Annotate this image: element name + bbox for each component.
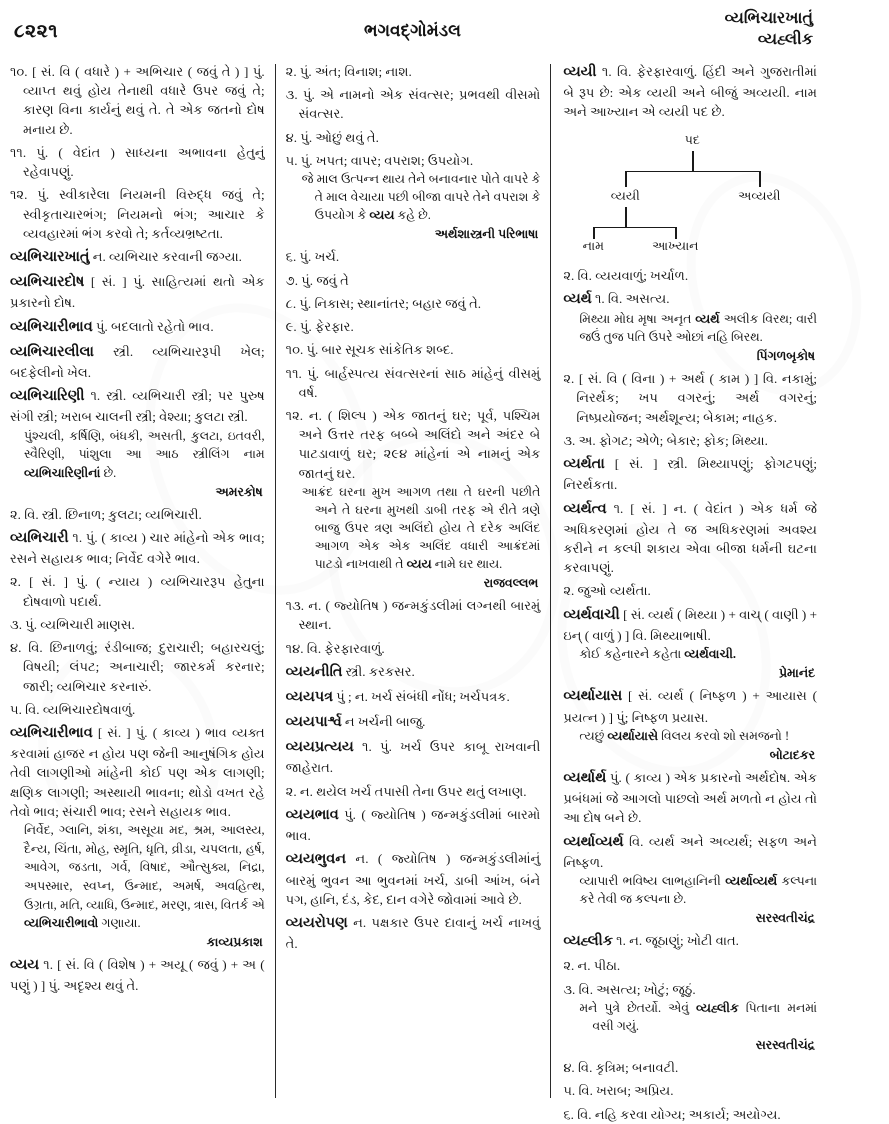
entry-definition: ૧. પું. ખર્ચ ઉપર કાબૂ રાખવાની જાહેરાત.	[285, 739, 541, 776]
entry-headword: વ્યયભાવ	[285, 806, 339, 823]
entry-definition: ૪. વિ. કૃત્રિમ; બનાવટી.	[563, 1060, 679, 1076]
quotation-source: સરસ્વતીચંદ્ર	[755, 1037, 815, 1052]
vyayi-classification-tree	[563, 131, 817, 259]
sense-block	[563, 431, 817, 450]
entry-definition: ૨. [ સં. વિ ( વિના ) + અર્થ ( કામ ) ] વિ. નકામું; નિરર્થક; ખપ વગરનું; અર્થ વગરનું; નિષ્પ્રયોજન; અર્થશૂન્ય; બેકામ; નાહક.	[563, 371, 817, 425]
entry-definition: પું. ( કાવ્ય ) એક પ્રકારનો અર્થદોષ. એક પ્રબંધમાં જે આગલો પાછલો અર્થ મળતો ન હોય તો આ દોષ બને છે.	[563, 769, 817, 826]
entry-headword: વ્યર્થાયાસ	[563, 688, 623, 705]
entry-headword: વ્યયપત્ર	[285, 688, 333, 705]
dictionary-entry	[10, 342, 265, 382]
entry-definition: સ્ત્રી. કરકસર.	[342, 663, 415, 679]
dictionary-entry	[286, 849, 541, 909]
entry-definition: ૧. [ સં. વિ ( વિશેષ ) + અયૂ ( જવું ) + અ ( પણું ) ] પું. અદૃશ્ય થવું તે.	[10, 957, 265, 994]
tree-node-vyayi: વ્યયી	[610, 188, 640, 203]
tree-edge-root-stem	[692, 151, 694, 171]
column-three	[551, 62, 817, 1122]
tree-node-root: પદ	[684, 132, 700, 147]
entry-definition: ૨. ન. થયેલ ખર્ચ તપાસી તેના ઉપર થતું લખાણ.	[285, 783, 527, 799]
book-title: ભગવદ્ગોમંડલ	[364, 21, 461, 40]
tree-edge-level2-left	[625, 171, 627, 187]
sense-block	[563, 581, 817, 600]
dictionary-entry	[286, 737, 541, 777]
entry-definition: ૧૪. વિ. ફેરફારવાળું.	[285, 640, 385, 656]
entry-definition: ૧. સ્ત્રી. વ્યભિચારી સ્ત્રી; પર પુરુષ સંગી સ્ત્રી; ખરાબ ચાલની સ્ત્રી; વેશ્યા; કુલટા સ્ત્રી.	[10, 388, 265, 425]
entry-definition: ૧. વિ. અસત્ય.	[591, 290, 670, 306]
sense-block	[286, 62, 541, 81]
illustrative-quotation: જે માલ ઉત્પન્ન થાય તેને બનાવનાર પોતે વાપરે કે તે માલ વેચાયા પછી બીજા વાપરે તેને વપરાશ કે ઉપયોગ કે વ્યય કહે છે.	[301, 172, 541, 223]
entry-headword: વ્યર્થવાચી	[563, 606, 620, 623]
entry-definition: ૬. વિ. નહિ કરવા યોગ્ય; અકાર્ય; અયોગ્ય.	[563, 1106, 781, 1122]
entry-definition: ૨. પું. અંત; વિનાશ; નાશ.	[285, 64, 412, 79]
dictionary-entry	[286, 687, 541, 708]
entry-headword: વ્યભિચારીભાવ	[10, 725, 93, 742]
sense-block	[286, 364, 541, 402]
guide-words	[725, 8, 813, 50]
dictionary-entry	[10, 528, 265, 568]
sense-block	[10, 505, 265, 524]
sense-block	[10, 62, 265, 139]
dictionary-entry	[563, 931, 817, 952]
sense-block	[563, 980, 817, 1054]
tree-edge-level2-right	[759, 171, 761, 187]
illustrative-quotation: મને પુત્રે છેતર્યો. એવું વ્યહ્લીક પિતાના મનમાં વસી ગયું.	[579, 1000, 817, 1033]
quotation-source: પ્રેમાનંદ	[779, 666, 815, 681]
entry-headword: વ્યહ્લીક	[563, 933, 613, 950]
entry-definition: સ્ત્રી. વ્યભિચારરૂપી ખેલ; બદફેલીનો ખેલ.	[10, 343, 265, 381]
dictionary-entry	[286, 662, 541, 683]
entry-definition: ૫. વિ. વ્યભિચારદોષવાળું.	[10, 701, 136, 717]
sense-block	[10, 615, 265, 634]
sense-block	[10, 185, 265, 243]
sense-block	[10, 143, 265, 181]
folio-number: ૮૨૨૧	[14, 21, 59, 42]
tree-node-aakhyan: આખ્યાન	[652, 238, 699, 253]
dictionary-entry	[10, 247, 265, 268]
dictionary-entry	[286, 805, 541, 845]
quotation-source: કાવ્યપ્રકાશ	[206, 934, 263, 949]
sense-block	[286, 151, 541, 243]
entry-definition: ૨. વિ. સ્ત્રી. છિનાળ; કુલટા; વ્યભિચારી.	[10, 506, 202, 522]
entry-definition: ૩. પું. વ્યભિચારી માણસ.	[10, 616, 135, 632]
synonym-list: નિર્વેદ, ગ્લાનિ, શંકા, અસૂયા મદ, શ્રમ, આલસ્ય, દૈન્ય, ચિંતા, મોહ, સ્મૃતિ, ધૃતિ, વ્રીડા, ચપલતા, હર્ષ, આવેગ, જડતા, ગર્વ, વિષાદ, ઔત્સુક્ય, નિદ્રા, અપસ્માર, સ્વપ્ન, ઉન્માદ, અમર્ષ, અવહિત્થ, ઉગ્રતા, મતિ, વ્યાધિ, ઉન્માદ, મરણ, ત્રાસ, વિતર્ક એ વ્યભિચારીભાવો ગણાયા.	[24, 823, 265, 931]
synonym-list: પુંશ્ચલી, કર્ષિણિ, બંધકી, અસતી, કુલટા, ઇતવરી, સ્વૈરિણી, પાંશુલા આ આઠ સ્ત્રીલિંગ નામ વ્યભિચારિણીનાં છે.	[24, 428, 265, 480]
dictionary-entry	[10, 955, 265, 995]
entry-headword: વ્યભિચારખાતું	[10, 249, 90, 266]
entry-definition: ૧. પું. ( કાવ્ય ) ચાર માંહેનો એક ભાવ; રસને સહાયક ભાવ; નિર્વેદ વગેરે ભાવ.	[10, 529, 265, 567]
entry-definition: વિ. વ્યર્થ અને અવ્યર્થ; સફળ અને નિષ્ફળ.	[563, 833, 817, 870]
sense-block	[286, 596, 541, 634]
entry-headword: વ્યભિચારી	[10, 529, 69, 546]
quotation-source: અર્થશાસ્ત્રની પરિભાષા	[434, 227, 539, 242]
entry-headword: વ્યર્થતા	[563, 456, 605, 473]
entry-definition: ૧. ન. જૂઠાણું; ખોટી વાત.	[612, 933, 739, 949]
illustrative-quotation: મિથ્યા મોઘ મૃષા અનૃત વ્યર્થ અલીક વિરથ; વારી જઉં તુજ પતિ ઉપરે ઓછાં નહિ બિરથ.	[579, 312, 817, 345]
guide-word-first: વ્યભિચારખાતું	[724, 10, 813, 27]
quotation-source: અમરકોષ	[215, 484, 263, 499]
entry-headword: વ્યયી	[563, 64, 597, 80]
column-two	[276, 62, 551, 1102]
entry-headword: વ્યભિચારીભાવ	[10, 318, 93, 335]
entry-definition: [ સં. ] સ્ત્રી. મિથ્યાપણું; ફોગટપણું; નિરર્થકતા.	[563, 456, 817, 493]
sense-block	[286, 639, 541, 658]
page-header	[0, 0, 825, 58]
entry-definition: ૭. પું. જવું તે	[285, 272, 349, 288]
tree-edge-vyayi-stem	[625, 207, 627, 227]
entry-definition: ૫. પું. ખપત; વાપર; વપરાશ; ઉપયોગ.	[285, 152, 474, 168]
sense-block	[563, 1058, 817, 1077]
column-layout	[10, 62, 817, 1122]
sense-block	[10, 572, 265, 610]
entry-definition: ૮. પું. નિકાસ; સ્થાનાંતર; બહાર જવું તે.	[285, 295, 482, 311]
quotation-source: બોટાદકર	[769, 747, 815, 762]
sense-block	[563, 1081, 817, 1100]
sense-block	[286, 340, 541, 359]
entry-definition: ૧૩. ન. ( જ્યોતિષ ) જન્મકુંડલીમાં લગ્નથી બારમું સ્થાન.	[285, 598, 541, 633]
illustrative-quotation: આક્રંદ ઘરના મુખ આગળ તથા તે ઘરની પછીતે અને તે ઘરના મુખથી ડાબી તરફ એ રીતે ત્રણે બાજુ ઉપર ત્રણ અલિંદો હોય તે દરેક અલિંદ આગળ એક એક અલિંદ વધારી આક્રંદમાં પાટડો નાખવાથી તે વ્યય નામે ઘર થાય.	[301, 484, 541, 571]
dictionary-entry	[563, 289, 817, 365]
sense-block	[10, 638, 265, 696]
entry-definition: ૧૧. પું. ( વેદાંત ) સાધ્યના અભાવના હેતુનું રહેવાપણું.	[10, 144, 265, 180]
entry-definition: ૨. ન. પીઠા.	[563, 958, 621, 974]
dictionary-entry	[10, 317, 265, 338]
entry-headword: વ્યયરોપણ	[285, 915, 348, 931]
entry-headword: વ્યયનીતિ	[285, 663, 343, 680]
entry-definition: ૩. અ. ફોગટ; એળે; બેકાર; ફોક; મિથ્યા.	[563, 432, 768, 448]
entry-definition: ૧. વિ. ફેરફારવાળું. હિંદી અને ગુજરાતીમાં બે રૂપ છે: એક વ્યયી અને બીજું અવ્યયી. નામ અને આખ્યાન એ વ્યયી પદ છે.	[563, 64, 817, 120]
entry-definition: [ સં. ] પું. સાહિત્યમાં થતો એક પ્રકારનો દોષ.	[10, 274, 265, 311]
entry-definition: ૧૦. પું. બાર સૂચક સાંકેતિક શબ્દ.	[285, 342, 454, 358]
dictionary-entry	[563, 686, 817, 764]
entry-headword: વ્યયપાર્શ્વ	[285, 714, 342, 731]
dictionary-entry	[563, 768, 817, 828]
sense-block	[286, 782, 541, 801]
entry-definition: ૧૦. [ સં. વિ ( વધારે ) + અભિચાર ( જવું તે ) ] પું. વ્યાપ્ત થવું હોય તેનાથી વધારે ઉપર જવું તે; કારણ વિના કાર્યનું થવું તે. તે એક જતનો દોષ મનાય છે.	[10, 64, 265, 137]
entry-definition: ૯. પું. ફેરફાર.	[285, 319, 354, 335]
entry-headword: વ્યયભુવન	[285, 851, 346, 868]
tree-node-avyayi: અવ્યયી	[738, 188, 781, 203]
guide-word-last: વ્યહ્લીક	[757, 31, 813, 49]
entry-headword: વ્યયપ્રત્યય	[285, 739, 354, 756]
sense-block	[286, 317, 541, 336]
entry-headword: વ્યભિચારલીલા	[10, 343, 94, 360]
tree-edge-level3-bar	[593, 227, 675, 229]
sense-block	[10, 700, 265, 719]
entry-definition: ૨. વિ. વ્યયવાળું; ખર્ચાળ.	[563, 267, 689, 283]
entry-headword: વ્યર્થ	[563, 290, 592, 307]
quotation-source: સરસ્વતીચંદ્ર	[755, 910, 815, 925]
entry-definition: ૩. પું. એ નામનો એક સંવત્સર; પ્રભવથી વીસમો સંવત્સર.	[285, 87, 541, 122]
entry-definition: ૪. વિ. છિનાળવું; રંડીબાજ; દુરાચારી; બહારચલું; વિષયી; લંપટ; અનાચારી; જારકર્મ કરનાર; જારી; વ્યભિચાર કરનારું.	[10, 640, 265, 694]
entry-headword: વ્યર્થાર્થ	[563, 769, 607, 786]
entry-definition: [ સં. વ્યર્થ ( મિથ્યા ) + વાચ્ ( વાણી ) + ઇન્ ( વાળું ) ] વિ. મિથ્યાભાષી.	[563, 606, 817, 643]
dictionary-entry	[563, 605, 817, 683]
entry-definition: ૧૨. પું. સ્વીકારેલા નિયમની વિરુદ્ધ જવું તે; સ્વીકૃતાચારભંગ; નિયમનો ભંગ; આચાર કે વ્યવહારમાં ભંગ કરવો તે; કર્તવ્યભ્રષ્ટતા.	[10, 187, 265, 241]
dictionary-entry	[563, 454, 817, 494]
sense-block	[563, 369, 817, 427]
dictionary-entry	[10, 272, 265, 312]
sense-block	[286, 128, 541, 147]
entry-headword: વ્યર્થત્વ	[563, 500, 607, 517]
illustrative-quotation: વ્યાપારી ભવિષ્ય લાભહાનિની વ્યર્થાવ્યર્થ કલ્પના કરે તેવી જ કલ્પના છે.	[579, 874, 817, 906]
entry-definition: ન ખર્ચની બાજુ.	[341, 714, 426, 730]
entry-definition: ન. ( જ્યોતિષ ) જન્મકુંડલીમાંનું બારમું ભુવન આ ભુવનમાં ખર્ચ, ડાબી આંખ, બંને પગ, હાનિ, દંડ, કેદ, દાન વગેરે જોવામાં આવે છે.	[285, 851, 541, 907]
dictionary-entry	[563, 62, 817, 122]
entry-definition: ન. વ્યભિચાર કરવાની જગ્યા.	[89, 249, 242, 265]
entry-definition: પું ; ન. ખર્ચ સંબંધી નોંધ; ખર્ચપત્રક.	[332, 688, 510, 704]
entry-definition: ૬. પું. ખર્ચ.	[285, 249, 340, 265]
entry-definition: ૪. પું. ઓછું થવું તે.	[285, 129, 379, 145]
entry-headword: વ્યય	[10, 957, 40, 974]
tree-node-naam: નામ	[582, 238, 604, 253]
entry-definition: ૧૧. પું. બાર્હસ્પત્ય સંવત્સરનાં સાઠ માંહેનું વીસમું વર્ષ.	[285, 365, 541, 400]
entry-definition: ૨. જુઓ વ્યર્થતા.	[563, 583, 651, 599]
entry-headword: વ્યભિચારદોષ	[10, 274, 85, 291]
quotation-source: પિંગળબૃકોષ	[756, 349, 815, 364]
entry-headword: વ્યભિચારિણી	[10, 388, 85, 405]
sense-block	[563, 956, 817, 975]
entry-definition: પું. ( જ્યોતિષ ) જન્મકુંડલીમાં બારમો ભાવ.	[285, 806, 541, 844]
entry-definition: [ સં. ] પું. ( કાવ્ય ) ભાવ વ્યક્ત કરવામાં હાજર ન હોય પણ જેની આનુષંગિક હોય તેવી લાગણીઓ માંહેની કોઈ પણ એક લાગણી; ક્ષણિક લાગણી; અસ્થાયી ભાવના; થોડો વખત રહે તેવો ભાવ; સંચારી ભાવ; રસને સહાયક ભાવ.	[10, 725, 265, 819]
entry-headword: વ્યર્થાવ્યર્થ	[563, 833, 624, 850]
entry-definition: ૩. વિ. અસત્ય; ખોટું; જૂઠું.	[563, 981, 696, 997]
entry-definition: પું. બદલાતો રહેતો ભાવ.	[92, 318, 214, 334]
entry-definition: ૫. વિ. ખરાબ; અપ્રિય.	[563, 1083, 674, 1099]
column-one	[10, 62, 275, 1102]
entry-definition: ૧૨. ન. ( શિલ્પ ) એક જાતનું ઘર; પૂર્વ, પશ્ચિમ અને ઉત્તર તરફ બબ્બે અલિંદો અને અંદર બે પાટડાવાળું ઘર; ૨૯૪ માંહેનાં એ નામનું એક જાતનું ઘર.	[285, 408, 541, 481]
illustrative-quotation: ત્યછું વ્યર્થાયાસે વિલય કરવો શો સમજનો !	[579, 728, 790, 743]
sense-block	[286, 271, 541, 290]
dictionary-entry	[10, 386, 265, 500]
entry-definition: ૧. [ સં. ] ન. ( વેદાંત ) એક ધર્મ જે અધિકરણમાં હોય તે જ અધિકરણમાં અવશ્ય કરીને ન કલ્પી શકાય એવા બીજા ધર્મની ઘટના કરવાપણું.	[563, 500, 817, 576]
sense-block	[563, 266, 817, 285]
sense-block	[286, 294, 541, 313]
tree-edge-level2-bar	[625, 171, 759, 173]
sense-block	[286, 247, 541, 266]
sense-block	[286, 85, 541, 123]
entry-definition: ન. પક્ષકાર ઉપર દાવાનું ખર્ચ નાખવું તે.	[285, 915, 541, 952]
illustrative-quotation: કોઈ કહેનારને કહેતા વ્યર્થવાચી.	[579, 647, 737, 662]
sense-block	[563, 1105, 817, 1124]
entry-definition: ૨. [ સં. ] પું. ( ન્યાય ) વ્યભિચારરૂપ હેતુના દોષવાળો પદાર્થ.	[10, 574, 265, 609]
dictionary-entry	[286, 712, 541, 733]
dictionary-entry	[286, 913, 541, 953]
dictionary-entry	[563, 832, 817, 928]
sense-block	[286, 406, 541, 592]
entry-definition: [ સં. વ્યર્થ ( નિષ્ફળ ) + આયાસ ( પ્રયત્ન ) ] પું; નિષ્ફળ પ્રયાસ.	[563, 688, 817, 725]
dictionary-entry	[563, 499, 817, 578]
dictionary-entry	[10, 723, 265, 951]
quotation-source: રાજવલ્લભ	[483, 575, 539, 590]
